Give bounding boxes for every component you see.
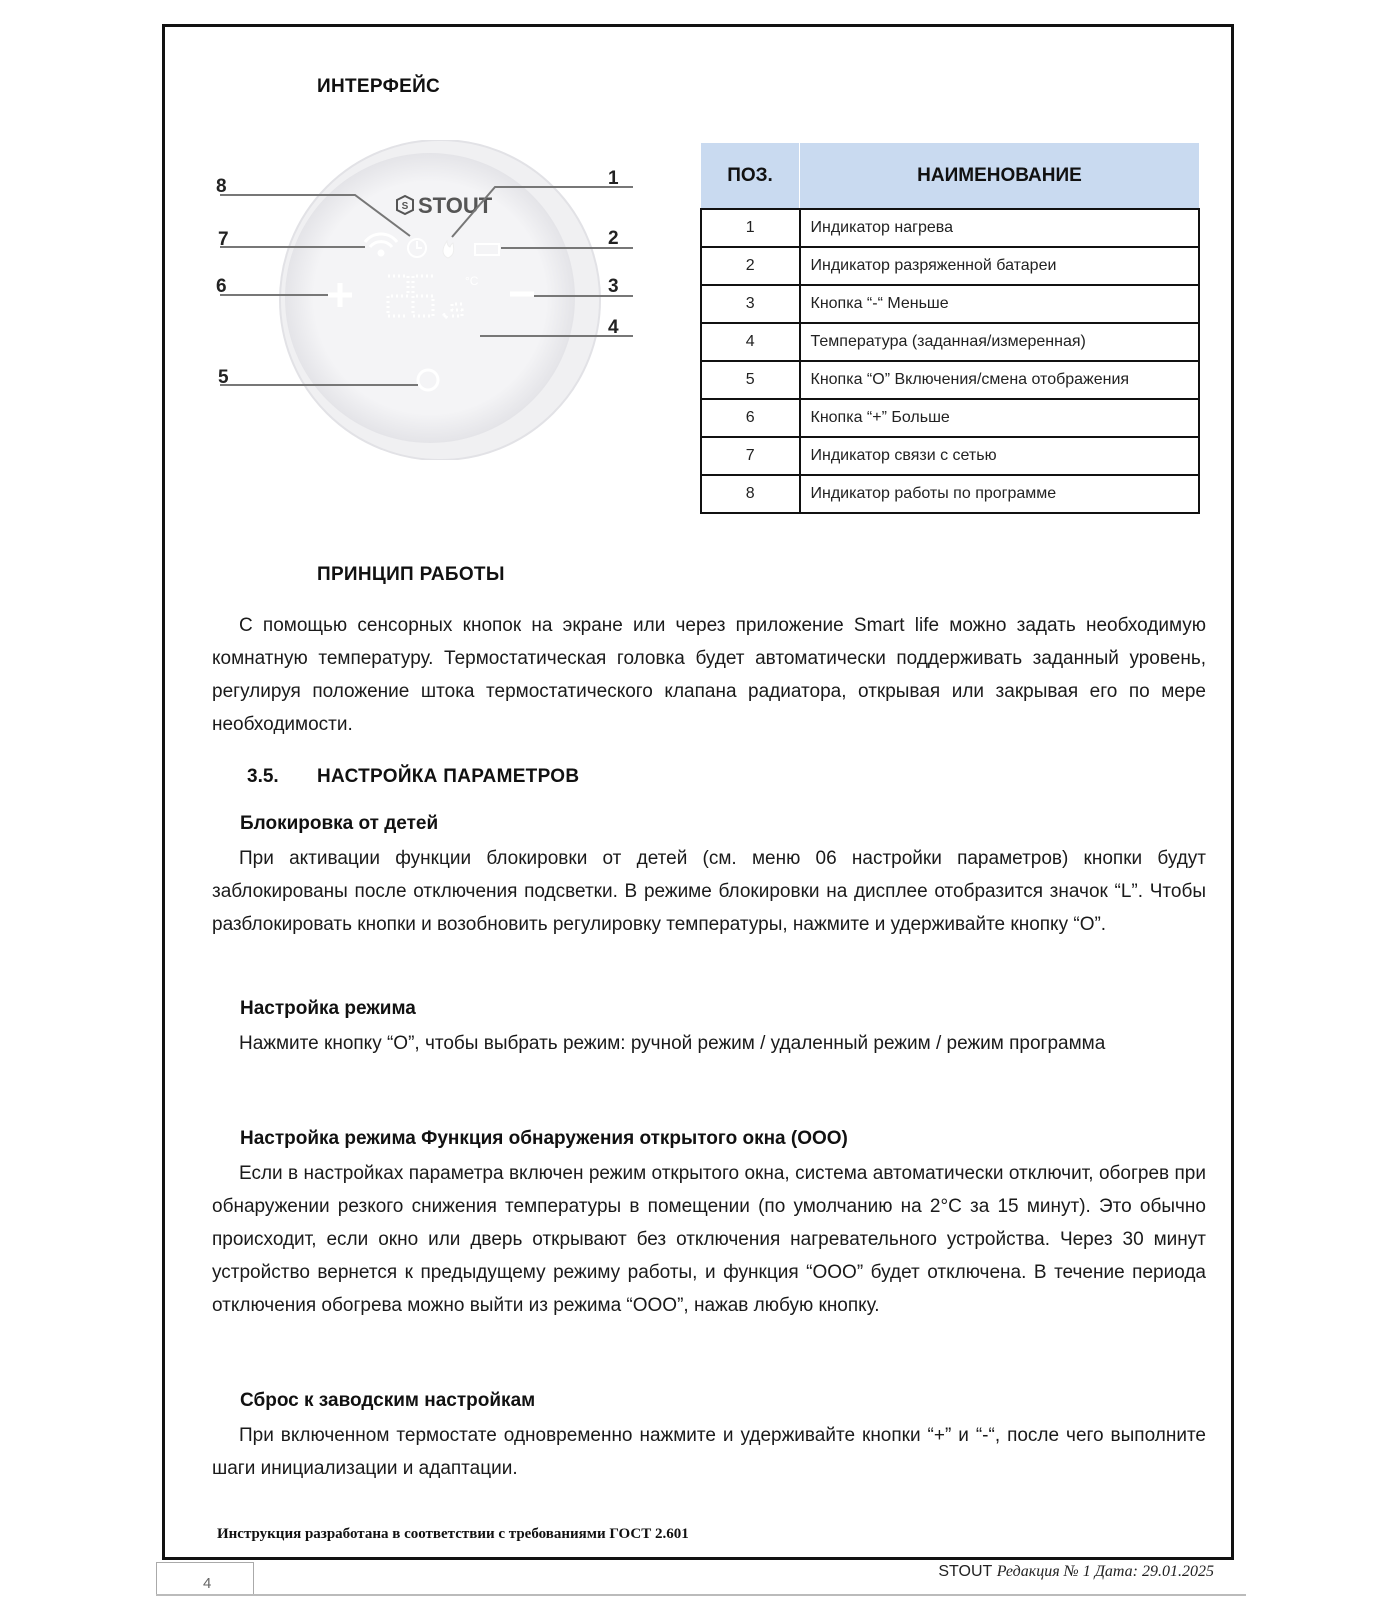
row-num: 8 — [701, 475, 800, 513]
footer-revision: Редакция № 1 Дата: 29.01.2025 — [996, 1563, 1214, 1580]
factory-reset-paragraph — [212, 1419, 1206, 1485]
row-name: Индикатор связи с сетью — [800, 437, 1200, 475]
child-lock-text: При активации функции блокировки от детей (см. меню 06 настройки параметров) кнопки будут заблокированы после отключения подсветки. В режиме блокировки на дисплее отобразится значок “L”. Чтобы разблокировать кнопки и возобновить регулировку температуры, нажмите и удерживайте кнопку “О”. — [212, 848, 1206, 935]
footer-brand: STOUT — [938, 1563, 993, 1580]
row-num: 6 — [701, 399, 800, 437]
svg-text:STOUT: STOUT — [418, 193, 493, 218]
row-name: Индикатор нагрева — [800, 209, 1200, 247]
table-row — [701, 399, 1199, 437]
row-num: 1 — [701, 209, 800, 247]
row-num: 3 — [701, 285, 800, 323]
row-name: Индикатор работы по программе — [800, 475, 1200, 513]
callout-7: 7 — [218, 229, 229, 250]
callout-1: 1 — [608, 168, 619, 189]
factory-reset-text: При включенном термостате одновременно нажмите и удерживайте кнопки “+” и “-“, после чего выполните шаги инициализации и адаптации. — [212, 1425, 1206, 1479]
table-row — [701, 361, 1199, 399]
factory-reset-heading: Сброс к заводским настройкам — [240, 1390, 536, 1411]
page-number: 4 — [156, 1562, 254, 1596]
callout-3: 3 — [608, 276, 619, 297]
callout-4: 4 — [608, 317, 619, 338]
thermostat-diagram — [200, 140, 640, 460]
row-name: Температура (заданная/измеренная) — [800, 323, 1200, 361]
revision-info — [938, 1563, 1214, 1581]
window-detection-heading: Настройка режима Функция обнаружения открытого окна (ООО) — [240, 1128, 848, 1149]
row-name: Кнопка “-“ Меньше — [800, 285, 1200, 323]
legend-table — [700, 143, 1200, 514]
callout-5: 5 — [218, 367, 229, 388]
settings-heading: НАСТРОЙКА ПАРАМЕТРОВ — [317, 766, 580, 787]
row-num: 2 — [701, 247, 800, 285]
row-name: Кнопка “+” Больше — [800, 399, 1200, 437]
principle-paragraph — [212, 609, 1206, 741]
row-num: 5 — [701, 361, 800, 399]
callout-8: 8 — [216, 176, 227, 197]
child-lock-heading: Блокировка от детей — [240, 813, 439, 834]
header-name: НАИМЕНОВАНИЕ — [800, 143, 1200, 209]
table-row — [701, 323, 1199, 361]
gost-note: Инструкция разработана в соответствии с требованиями ГОСТ 2.601 — [217, 1526, 689, 1542]
window-detection-paragraph — [212, 1157, 1206, 1322]
settings-section-number: 3.5. — [247, 766, 279, 787]
row-num: 7 — [701, 437, 800, 475]
row-name: Кнопка “О” Включения/смена отображения — [800, 361, 1200, 399]
mode-paragraph — [212, 1027, 1206, 1060]
table-row — [701, 475, 1199, 513]
child-lock-paragraph — [212, 842, 1206, 941]
mode-text: Нажмите кнопку “О”, чтобы выбрать режим: ручной режим / удаленный режим / режим программа — [239, 1033, 1106, 1054]
principle-heading: ПРИНЦИП РАБОТЫ — [317, 564, 505, 585]
mode-heading: Настройка режима — [240, 998, 416, 1019]
table-row — [701, 285, 1199, 323]
svg-text:°C: °C — [465, 274, 479, 288]
principle-text: С помощью сенсорных кнопок на экране или через приложение Smart life можно задать необходимую комнатную температуру. Термостатическая головка будет автоматически поддерживать заданный уровень, регулируя положение штока термостатического клапана радиатора, открывая или закрывая его по мере необходимости. — [212, 615, 1206, 735]
header-pos: ПОЗ. — [701, 143, 800, 209]
callout-2: 2 — [608, 228, 619, 249]
interface-heading: ИНТЕРФЕЙС — [317, 76, 441, 97]
row-num: 4 — [701, 323, 800, 361]
row-name: Индикатор разряженной батареи — [800, 247, 1200, 285]
table-row — [701, 437, 1199, 475]
table-row — [701, 209, 1199, 247]
svg-text:S: S — [401, 201, 409, 212]
footer-divider — [156, 1594, 1246, 1596]
callout-6: 6 — [216, 276, 227, 297]
table-row — [701, 247, 1199, 285]
window-detection-text: Если в настройках параметра включен режим открытого окна, система автоматически отключит, обогрев при обнаружении резкого снижения температуры в помещении (по умолчанию на 2°C за 15 минут). Это обычно происходит, если окно или дверь открывают без отключения нагревательного устройства. Через 30 минут устройство вернется к предыдущему режиму работы, и функция “ООО” будет отключена. В течение периода отключения обогрева можно выйти из режима “ООО”, нажав любую кнопку. — [212, 1163, 1206, 1316]
